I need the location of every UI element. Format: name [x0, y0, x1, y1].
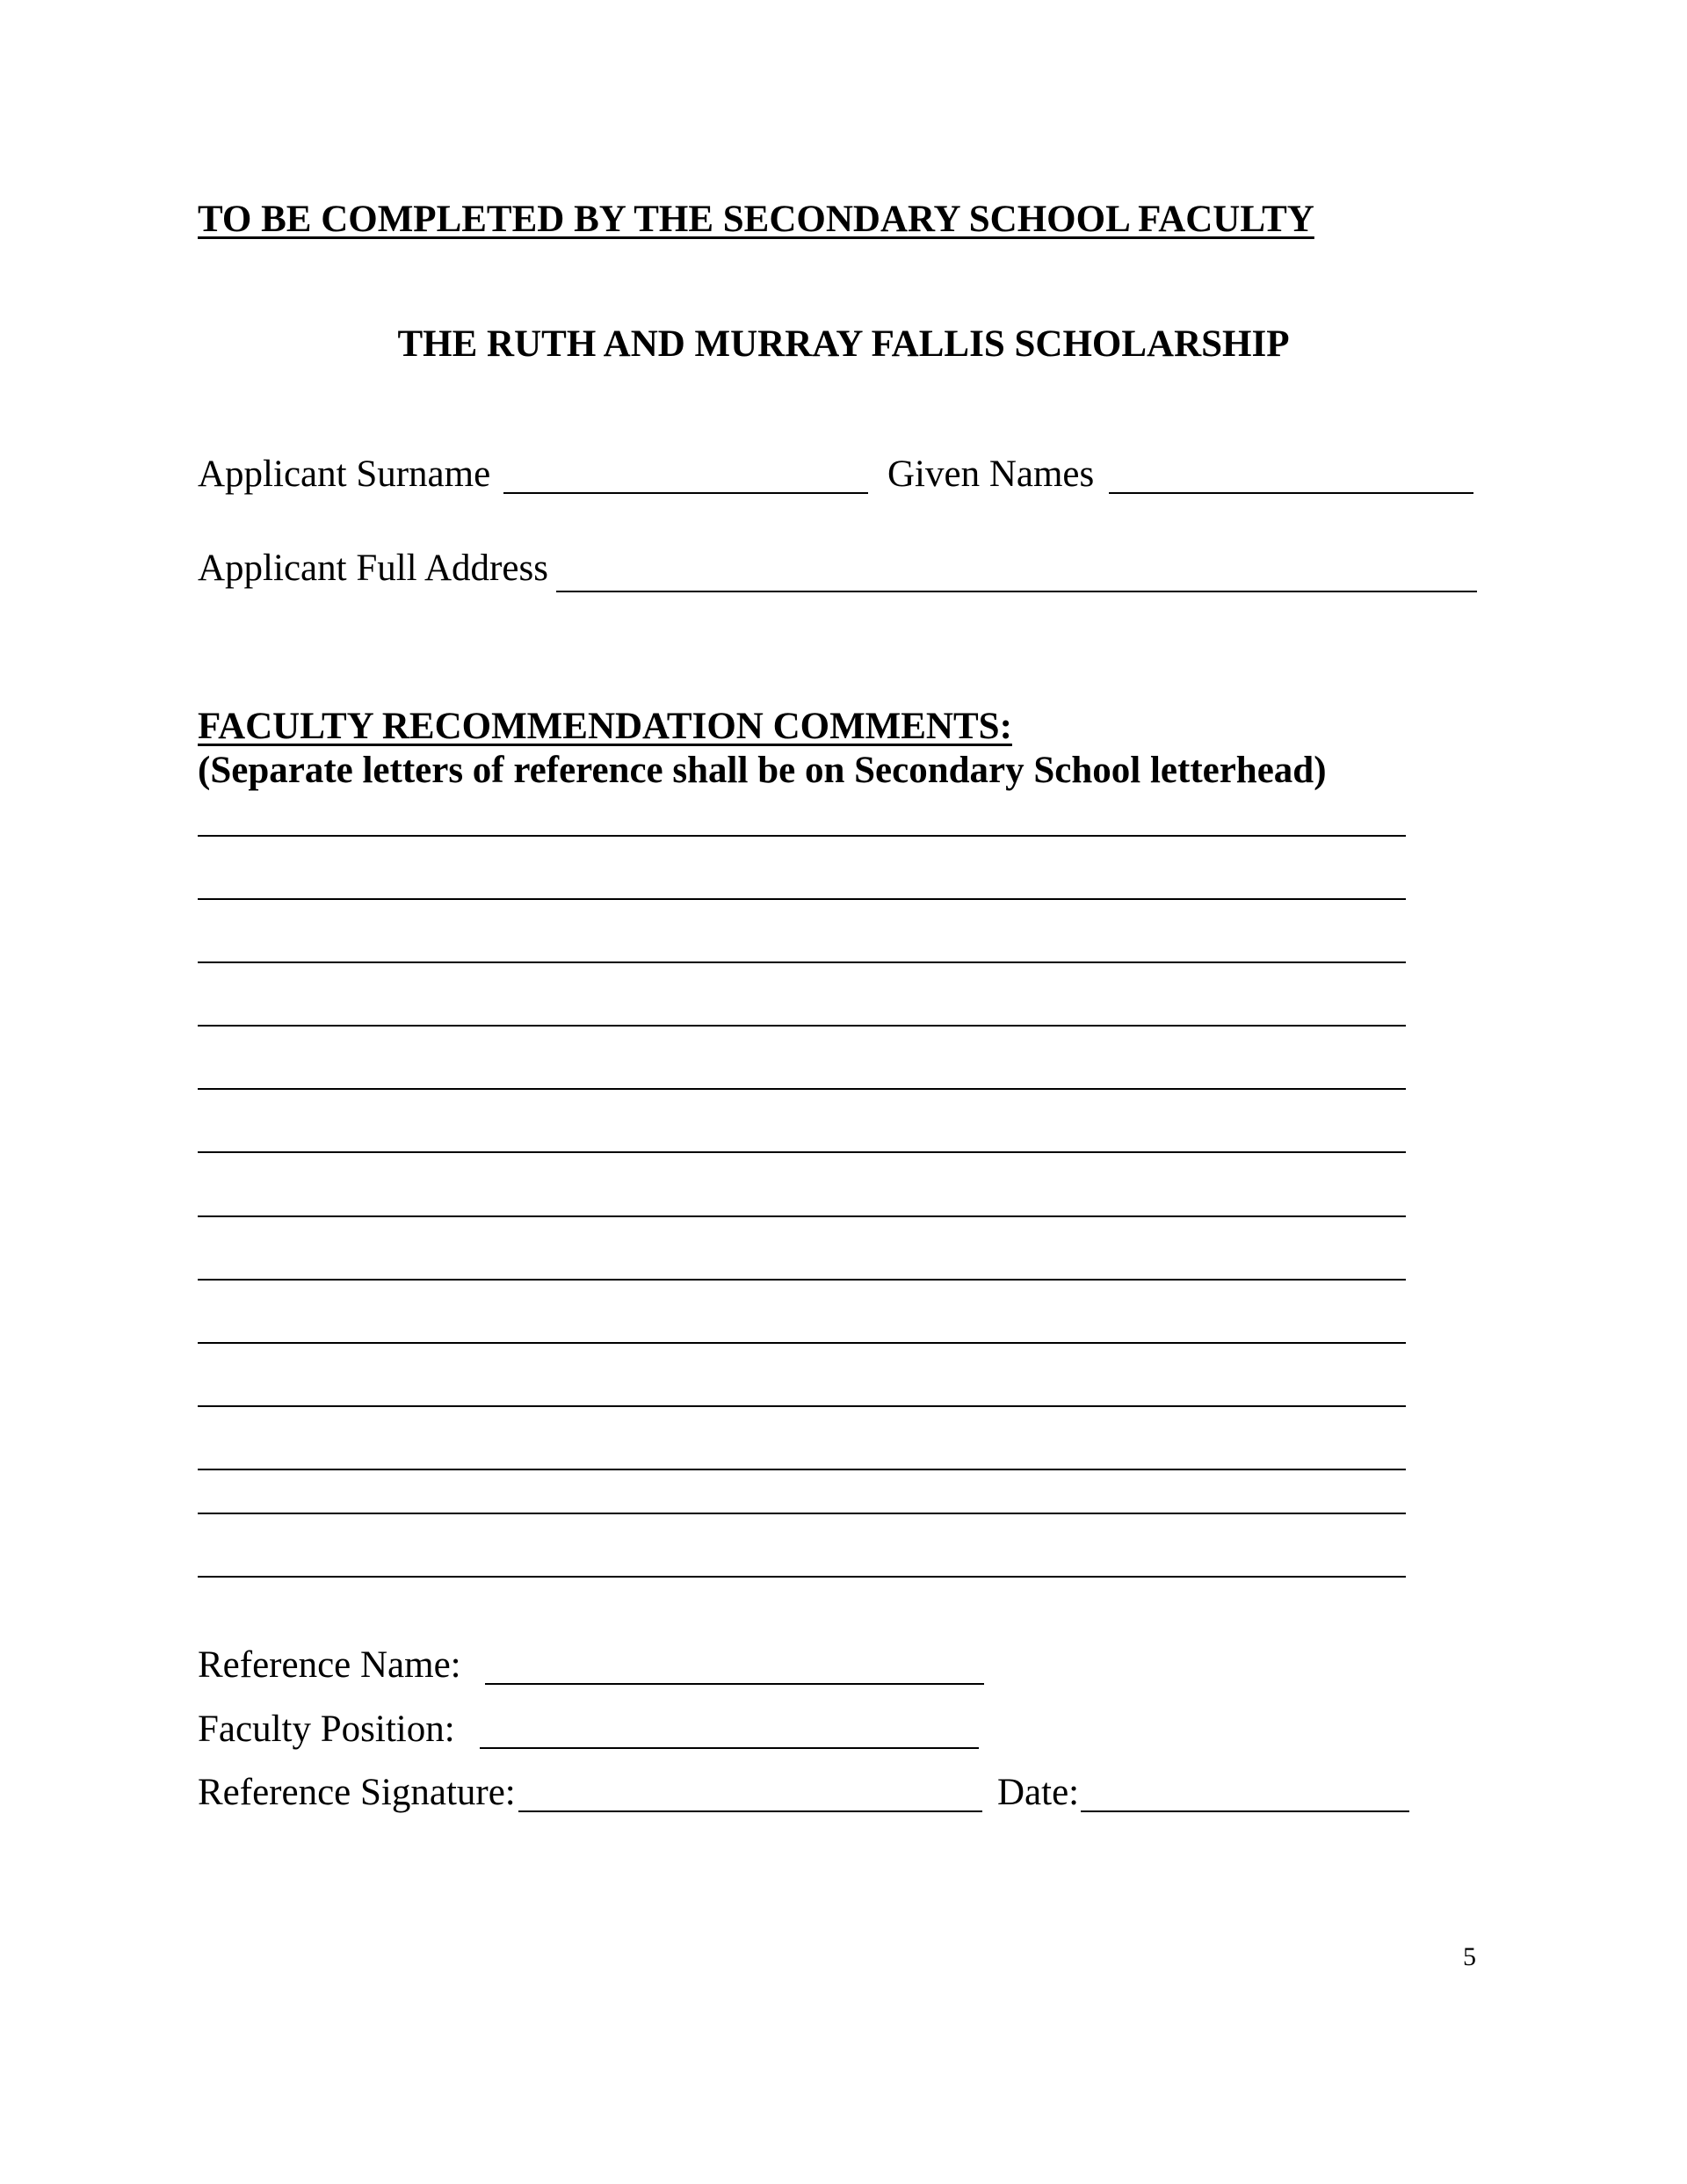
comment-line[interactable]	[198, 1513, 1406, 1514]
letterhead-note: (Separate letters of reference shall be on Secondary School letterhead)	[198, 750, 1327, 791]
applicant-surname-field[interactable]	[503, 492, 868, 494]
applicant-address-field[interactable]	[556, 591, 1477, 592]
scholarship-title: THE RUTH AND MURRAY FALLIS SCHOLARSHIP	[397, 323, 1290, 365]
comment-line[interactable]	[198, 1576, 1406, 1578]
reference-name-label: Reference Name:	[198, 1644, 461, 1686]
completion-instruction-heading: TO BE COMPLETED BY THE SECONDARY SCHOOL FACULTY	[198, 199, 1314, 240]
comment-line[interactable]	[198, 835, 1406, 837]
faculty-position-label: Faculty Position:	[198, 1709, 455, 1750]
comment-line[interactable]	[198, 1088, 1406, 1090]
comment-line[interactable]	[198, 1279, 1406, 1281]
date-field[interactable]	[1081, 1810, 1409, 1812]
comment-line[interactable]	[198, 1342, 1406, 1344]
given-names-label: Given Names	[887, 453, 1095, 495]
given-names-field[interactable]	[1109, 492, 1473, 494]
faculty-position-field[interactable]	[480, 1747, 979, 1749]
reference-signature-field[interactable]	[518, 1810, 982, 1812]
comment-line[interactable]	[198, 1469, 1406, 1470]
reference-name-field[interactable]	[485, 1683, 984, 1685]
reference-signature-label: Reference Signature:	[198, 1772, 516, 1813]
applicant-address-label: Applicant Full Address	[198, 548, 548, 589]
comment-line[interactable]	[198, 1025, 1406, 1027]
date-label: Date:	[997, 1772, 1080, 1813]
comment-line[interactable]	[198, 1151, 1406, 1153]
comment-line[interactable]	[198, 898, 1406, 900]
faculty-comments-heading: FACULTY RECOMMENDATION COMMENTS:	[198, 706, 1012, 747]
page-number: 5	[1463, 1942, 1476, 1971]
applicant-surname-label: Applicant Surname	[198, 453, 491, 495]
comment-line[interactable]	[198, 961, 1406, 963]
comment-line[interactable]	[198, 1215, 1406, 1217]
comment-line[interactable]	[198, 1405, 1406, 1407]
